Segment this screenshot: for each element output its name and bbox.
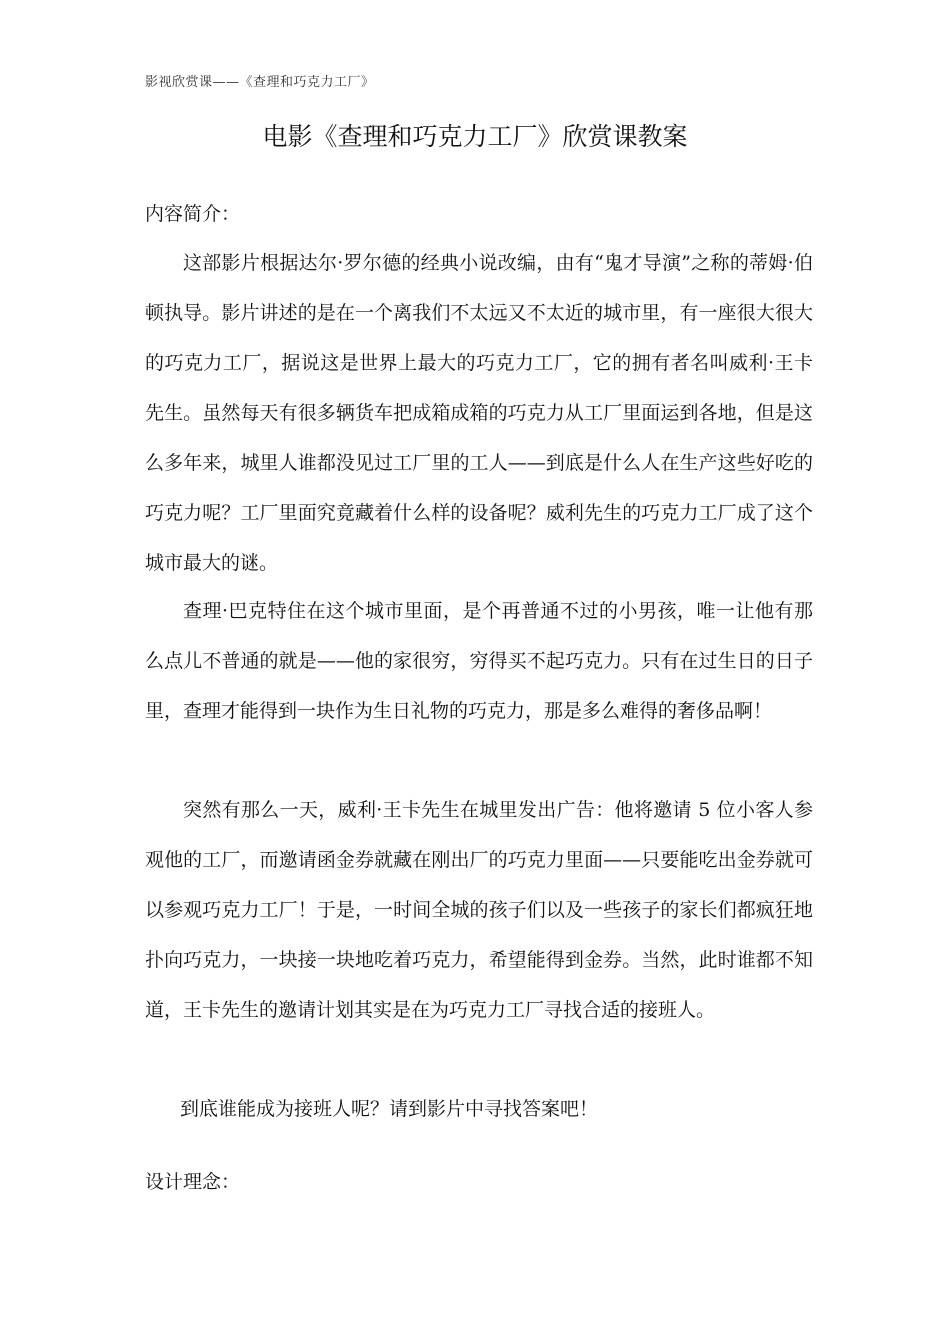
summary-paragraph-2: 查理·巴克特住在这个城市里面，是个再普通不过的小男孩，唯一让他有那么点儿不普通的就是——他的家很穷，穷得买不起巧克力。只有在过生日的日子里，查理才能得到一块作为生日礼物的巧克力，那是多么难得的奢侈品啊！ [145,600,813,722]
summary-paragraph-1: 这部影片根据达尔·罗尔德的经典小说改编，由有“鬼才导演”之称的蒂姆·伯顿执导。影片讲述的是在一个离我们不太远又不太近的城市里，有一座很大很大的巧克力工厂，据说这是世界上最大的巧克力工厂，它的拥有者名叫威利·王卡先生。虽然每天有很多辆货车把成箱成箱的巧克力从工厂里面运到各地，但是这么多年来，城里人谁都没见过工厂里的工人——到底是什么人在生产这些好吃的巧克力呢？工厂里面究竟藏着什么样的设备呢？威利先生的巧克力工厂成了这个城市最大的谜。 [145,252,813,574]
running-header: 影视欣赏课——《查理和巧克力工厂》 [145,75,375,90]
section-label-design: 设计理念： [145,1171,241,1193]
summary-paragraph-4: 到底谁能成为接班人呢？请到影片中寻找答案吧！ [180,1098,599,1120]
summary-paragraph-3: 突然有那么一天，威利·王卡先生在城里发出广告：他将邀请 5 位小客人参观他的工厂，而邀请函金券就藏在刚出厂的巧克力里面——只要能吃出金券就可以参观巧克力工厂！于是，一时间全城的孩子们以及一些孩子的家长们都疯狂地扑向巧克力，一块接一块地吃着巧克力，希望能得到金券。当然，此时谁都不知道，王卡先生的邀请计划其实是在为巧克力工厂寻找合适的接班人。 [145,799,813,1021]
section-label-summary: 内容简介： [145,203,241,225]
document-title: 电影《查理和巧克力工厂》欣赏课教案 [262,122,688,151]
